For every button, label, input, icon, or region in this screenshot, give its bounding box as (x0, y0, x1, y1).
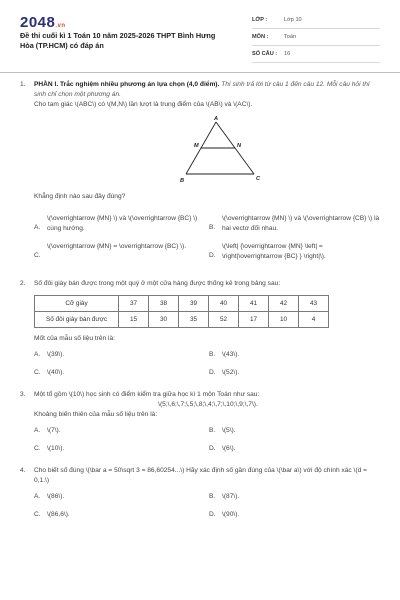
option-text: \(90\). (222, 511, 240, 518)
answer-options (34, 426, 382, 462)
option-d[interactable] (209, 510, 382, 520)
table-cell: 15 (119, 312, 149, 328)
option-text: \(7\). (47, 427, 61, 434)
logo-suffix: .vn (55, 23, 66, 29)
option-c[interactable] (34, 242, 207, 262)
part-instruction: Thí sinh trả lời từ câu 1 đến câu 12. Mỗi câu hỏi thí sinh chỉ chọn một phương án. (34, 81, 370, 98)
logo-text: 2048 (20, 14, 56, 31)
table-row-header: Số đôi giày bán được (35, 312, 119, 328)
info-value: 16 (284, 51, 291, 57)
info-label: SỐ CÂU : (252, 51, 278, 57)
option-a[interactable] (34, 426, 207, 436)
option-text: \(6\). (222, 445, 236, 452)
question-4 (20, 466, 382, 528)
option-d[interactable] (209, 444, 382, 454)
info-value: Toán (284, 34, 297, 40)
option-b[interactable] (209, 350, 382, 360)
table-cell: 42 (269, 296, 299, 312)
document-header (0, 0, 400, 66)
option-letter: C. (34, 511, 41, 518)
question-text: Số đôi giày bán được trong một quý ở một cửa hàng được thống kê trong bảng sau: (34, 280, 281, 287)
question-ask: Mốt của mẫu số liệu trên là: (34, 335, 115, 342)
question-text: Cho biết số đúng \(\bar a = 50\sqrt 3 = 86,60254...\) Hãy xác định số gần đúng của \(\bar a\) với độ chính xác \(d = 0,1.\) (34, 467, 367, 484)
info-row-class (252, 12, 380, 29)
shoe-size-table (34, 295, 329, 328)
info-label: MÔN : (252, 34, 269, 40)
table-cell: 52 (209, 312, 239, 328)
exam-info-box (252, 12, 380, 63)
question-2 (20, 279, 382, 289)
info-value: Lớp 10 (284, 17, 302, 23)
label-c: C (256, 176, 261, 182)
label-b: B (180, 178, 185, 184)
table-cell: 4 (299, 312, 329, 328)
option-text: \(39\). (47, 351, 65, 358)
exam-content (20, 80, 382, 528)
question-ask: Khoảng biến thiên của mẫu số liệu trên là: (34, 411, 158, 418)
question-text: Một tổ gồm \(10\) học sinh có điểm kiểm tra giữa học kì 1 môn Toán như sau: (34, 391, 260, 398)
part-heading: PHẦN I. Trắc nghiệm nhiều phương án lựa chọn (4,0 điểm). (34, 81, 220, 88)
question-number: 3. (20, 391, 26, 398)
info-row-subject (252, 29, 380, 46)
table-cell: 37 (119, 296, 149, 312)
question-number: 2. (20, 280, 26, 287)
label-m: M (194, 143, 199, 149)
option-text: \(86\). (47, 493, 65, 500)
option-a[interactable] (34, 492, 207, 502)
table-row-header: Cỡ giày (35, 296, 119, 312)
option-letter: B. (209, 493, 216, 500)
question-1 (20, 80, 382, 270)
table-cell: 38 (149, 296, 179, 312)
document-title: Đề thi cuối kì 1 Toán 10 năm 2025-2026 THPT Bình Hưng Hòa (TP.HCM) có đáp án (20, 31, 216, 50)
option-d[interactable] (209, 368, 382, 378)
option-c[interactable] (34, 444, 207, 454)
option-letter: B. (209, 224, 216, 231)
table-cell: 10 (269, 312, 299, 328)
option-text: \(86,6\). (47, 511, 70, 518)
option-text: \(\overrightarrow {MN} = \overrightarrow {BC} \). (47, 243, 187, 250)
table-cell: 43 (299, 296, 329, 312)
question-number: 1. (20, 81, 26, 88)
option-text: \(52\). (222, 369, 240, 376)
triangle-figure (170, 116, 270, 188)
site-logo[interactable] (20, 14, 66, 31)
option-c[interactable] (34, 368, 207, 378)
option-c[interactable] (34, 510, 207, 520)
question-ask: Khẳng định nào sau đây đúng? (34, 193, 126, 200)
option-b[interactable] (209, 214, 382, 234)
info-row-question-count (252, 46, 380, 63)
table-cell: 35 (179, 312, 209, 328)
option-letter: D. (209, 445, 216, 452)
question-number: 4. (20, 467, 26, 474)
option-letter: A. (34, 427, 41, 434)
option-letter: C. (34, 252, 41, 259)
option-letter: C. (34, 369, 41, 376)
option-text: \(\left| {\overrightarrow {MN} \left| = \right|\overrightarrow {BC} } \right|\). (222, 243, 326, 260)
answer-options (34, 492, 382, 528)
table-cell: 40 (209, 296, 239, 312)
answer-options (34, 350, 382, 386)
option-letter: D. (209, 252, 216, 259)
question-text: Cho tam giác \(ABC\) có \(M,N\) lần lượt là trung điểm của \(AB\) và \(AC\). (34, 101, 253, 108)
label-n: N (237, 143, 242, 149)
option-d[interactable] (209, 242, 382, 262)
header-divider (0, 72, 400, 73)
option-text: \(\overrightarrow {MN} \) và \(\overrightarrow {CB} \) là hai vectơ đối nhau. (222, 215, 380, 232)
option-letter: A. (34, 224, 41, 231)
question-2-options (20, 334, 382, 386)
table-cell: 41 (239, 296, 269, 312)
option-text: \(87\). (222, 493, 240, 500)
option-b[interactable] (209, 492, 382, 502)
option-text: \(\overrightarrow {MN} \) và \(\overrightarrow {BC} \) cùng hướng. (47, 215, 198, 232)
option-letter: C. (34, 445, 41, 452)
table-cell: 39 (179, 296, 209, 312)
question-3 (20, 390, 382, 462)
option-letter: B. (209, 351, 216, 358)
option-text: \(5\). (222, 427, 236, 434)
option-letter: D. (209, 511, 216, 518)
option-letter: A. (34, 493, 41, 500)
answer-options (34, 214, 382, 270)
table-cell: 17 (239, 312, 269, 328)
option-text: \(43\). (222, 351, 240, 358)
option-text: \(10\). (47, 445, 65, 452)
option-letter: D. (209, 369, 216, 376)
option-letter: B. (209, 427, 216, 434)
option-b[interactable] (209, 426, 382, 436)
table-row (35, 312, 329, 328)
table-row (35, 296, 329, 312)
question-stem (34, 80, 382, 100)
option-text: \(40\). (47, 369, 65, 376)
option-a[interactable] (34, 214, 207, 234)
option-a[interactable] (34, 350, 207, 360)
table-cell: 30 (149, 312, 179, 328)
label-a: A (214, 116, 219, 122)
info-label: LỚP : (252, 17, 268, 23)
data-line: \(5;\,6;\,7;\,5;\,8;\,4;\,7;\,10;\,9;\,7\). (158, 401, 258, 408)
option-letter: A. (34, 351, 41, 358)
